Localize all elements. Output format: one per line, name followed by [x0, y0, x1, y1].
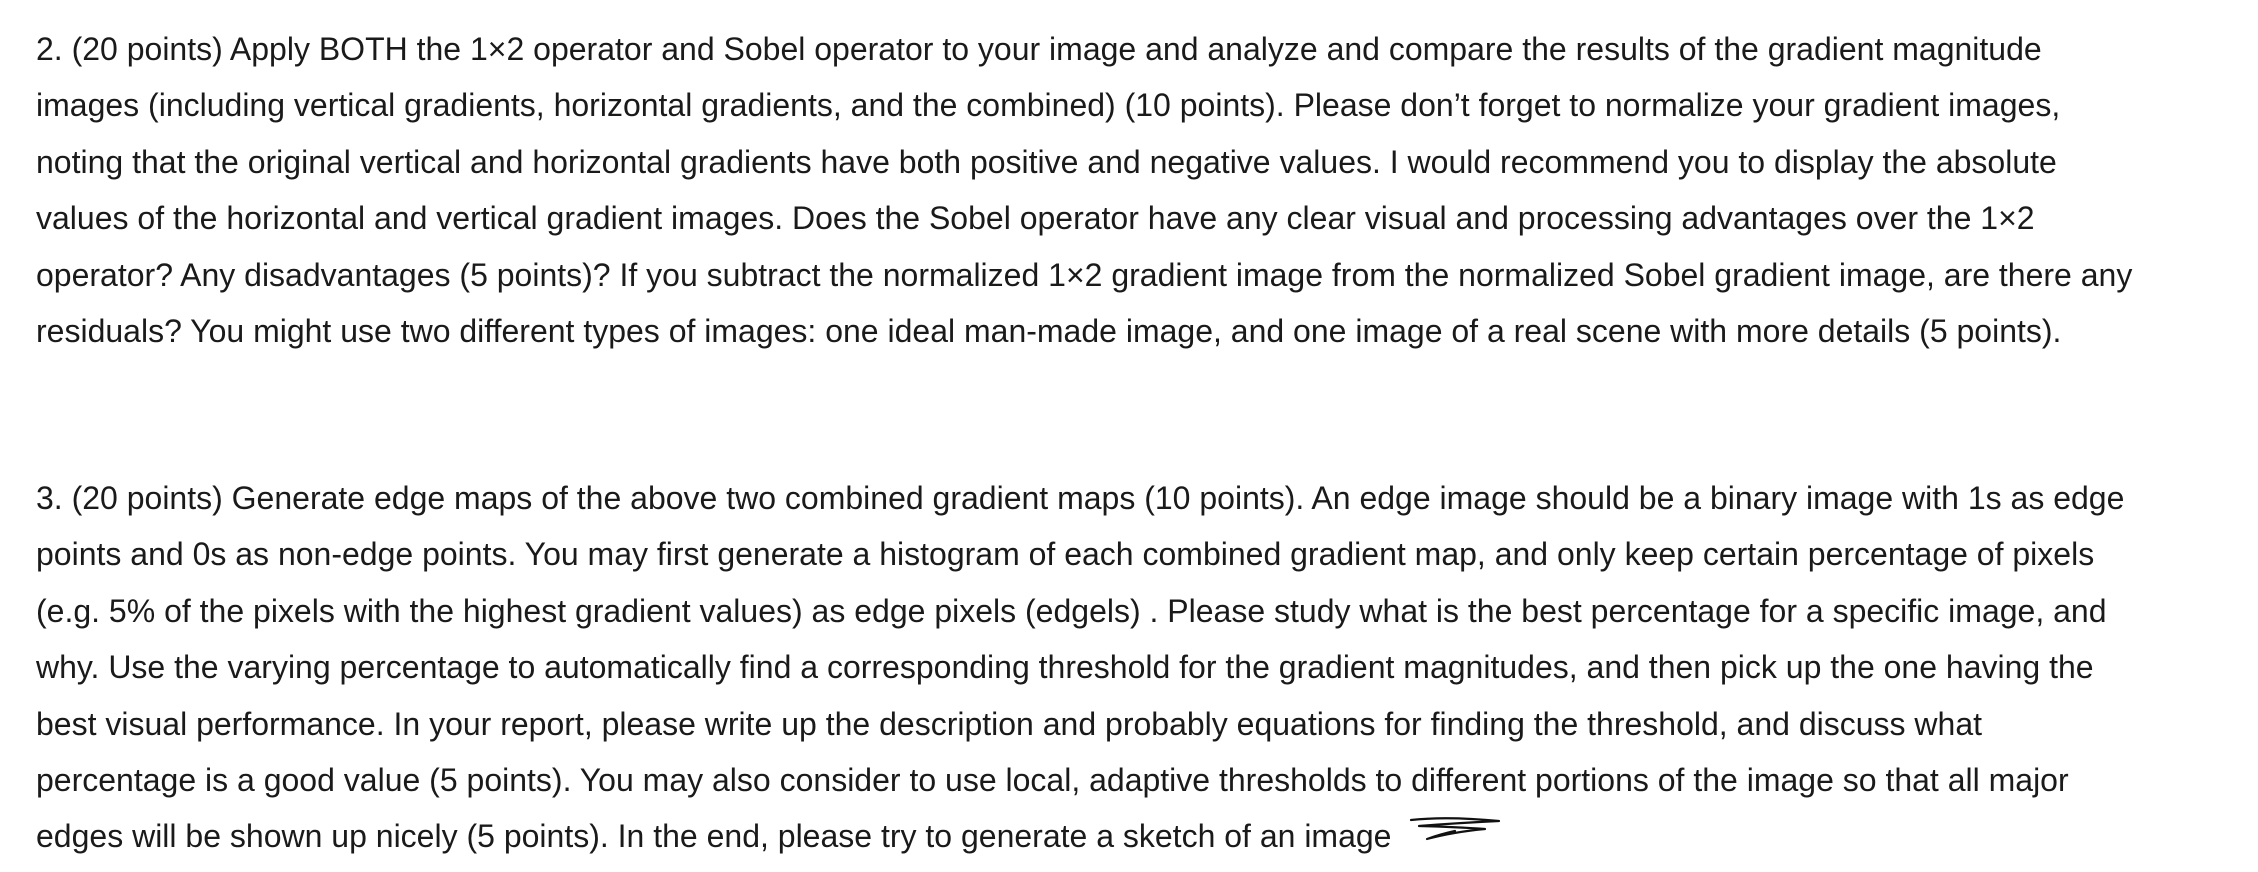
question-3-line: best visual performance. In your report, please write up the description and probably equations for finding the threshold, and discuss what: [36, 705, 1983, 742]
question-3-line: (e.g. 5% of the pixels with the highest gradient values) as edge pixels (edgels) . Please study what is the best percentage for a specific image, and: [36, 592, 2107, 629]
question-2-line: images (including vertical gradients, horizontal gradients, and the combined) (10 points). Please don’t forget to normalize your gradient images,: [36, 87, 2061, 124]
question-3-line: edges will be shown up nicely (5 points). In the end, please try to generate a sketch of an image: [36, 818, 1392, 855]
question-2-line: 2. (20 points) Apply BOTH the 1×2 operator and Sobel operator to your image and analyze and compare the results of the gradient magnitude: [36, 31, 2042, 67]
question-2-line: values of the horizontal and vertical gradient images. Does the Sobel operator have any clear visual and processing advantages over the 1×2: [36, 200, 2035, 237]
question-3-line: 3. (20 points) Generate edge maps of the above two combined gradient maps (10 points). An edge image should be a binary image with 1s as edge: [36, 480, 2125, 516]
handwritten-scribble-icon: [1407, 807, 1503, 863]
question-2-paragraph: [36, 21, 2132, 359]
question-3-line: percentage is a good value (5 points). You may also consider to use local, adaptive thresholds to different portions of the image so that all major: [36, 762, 2069, 799]
question-3-last-line: [36, 808, 2124, 867]
question-3-paragraph: [36, 470, 2124, 867]
question-2-line: noting that the original vertical and horizontal gradients have both positive and negative values. I would recommend you to display the absolute: [36, 143, 2057, 180]
question-2-line: residuals? You might use two different types of images: one ideal man-made image, and one image of a real scene with more details (5 points).: [36, 313, 2062, 350]
question-2-line: operator? Any disadvantages (5 points)? If you subtract the normalized 1×2 gradient image from the normalized Sobel gradient image, are there any: [36, 256, 2133, 293]
question-3-line: why. Use the varying percentage to automatically find a corresponding threshold for the gradient magnitudes, and then pick up the one having the: [36, 649, 2094, 686]
question-3-line: points and 0s as non-edge points. You may first generate a histogram of each combined gradient map, and only keep certain percentage of pixels: [36, 536, 2095, 573]
